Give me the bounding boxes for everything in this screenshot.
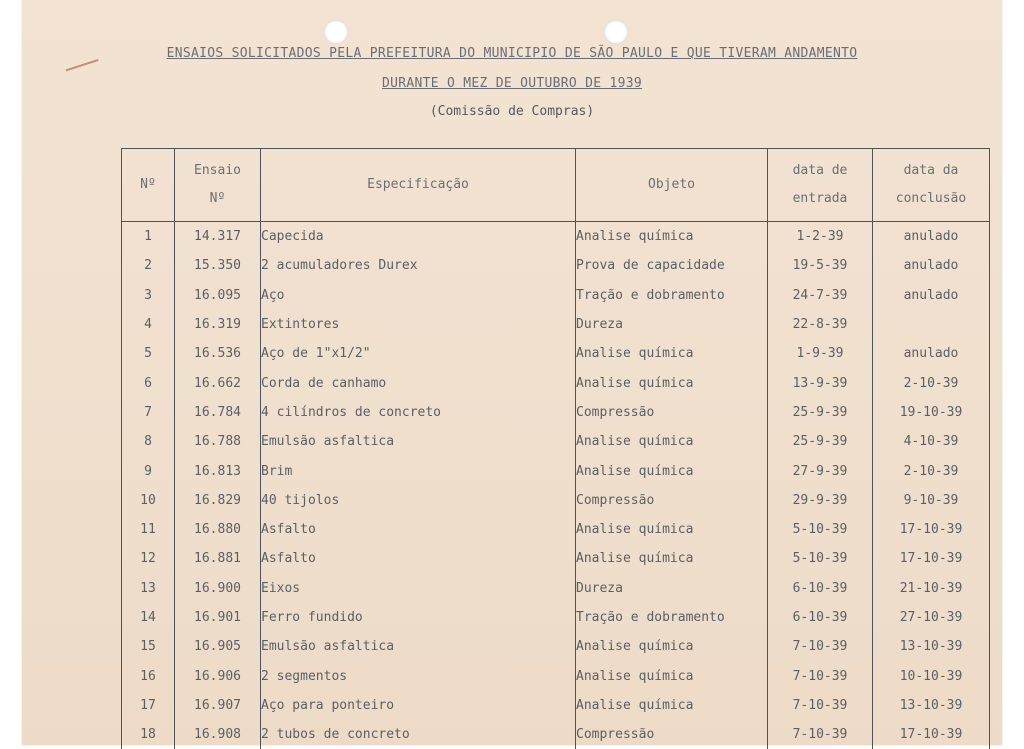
cell-data-entrada: 25-9-39	[768, 427, 873, 456]
punch-hole-right	[604, 20, 628, 44]
cell-ensaio: 16.901	[175, 603, 261, 632]
table-header-row	[122, 149, 990, 222]
pen-mark	[66, 59, 101, 77]
cell-number: 18	[122, 720, 175, 749]
table-row	[122, 368, 990, 397]
cell-data-entrada: 7-10-39	[768, 661, 873, 690]
cell-objeto: Prova de capacidade	[576, 251, 768, 280]
cell-data-entrada: 19-5-39	[768, 251, 873, 280]
cell-number: 14	[122, 603, 175, 632]
cell-ensaio: 16.881	[175, 544, 261, 573]
cell-number: 12	[122, 544, 175, 573]
table-row	[122, 544, 990, 573]
cell-especificacao: 4 cilíndros de concreto	[261, 398, 576, 427]
cell-especificacao: Ferro fundido	[261, 603, 576, 632]
col-header-ensaio: Ensaio Nº	[175, 149, 261, 222]
cell-objeto: Analise química	[576, 632, 768, 661]
cell-data-entrada: 24-7-39	[768, 281, 873, 310]
cell-number: 4	[122, 310, 175, 339]
cell-data-conclusao: 17-10-39	[873, 515, 990, 544]
cell-especificacao: Aço de 1"x1/2"	[261, 339, 576, 368]
table-row	[122, 574, 990, 603]
table-row	[122, 310, 990, 339]
cell-number: 3	[122, 281, 175, 310]
cell-data-entrada: 1-9-39	[768, 339, 873, 368]
cell-ensaio: 16.907	[175, 691, 261, 720]
cell-number: 9	[122, 456, 175, 485]
cell-ensaio: 16.880	[175, 515, 261, 544]
cell-objeto: Analise química	[576, 456, 768, 485]
table-row	[122, 486, 990, 515]
cell-ensaio: 16.900	[175, 574, 261, 603]
cell-ensaio: 15.350	[175, 251, 261, 280]
cell-especificacao: Capecida	[261, 222, 576, 252]
cell-especificacao: Emulsão asfaltica	[261, 427, 576, 456]
table-row	[122, 661, 990, 690]
table-row	[122, 456, 990, 485]
table-row	[122, 251, 990, 280]
cell-data-conclusao: 17-10-39	[873, 544, 990, 573]
col-header-especificacao: Especificação	[261, 149, 576, 222]
cell-objeto: Analise química	[576, 222, 768, 252]
cell-objeto: Analise química	[576, 368, 768, 397]
cell-especificacao: Aço para ponteiro	[261, 691, 576, 720]
table-row	[122, 515, 990, 544]
cell-objeto: Dureza	[576, 310, 768, 339]
cell-number: 15	[122, 632, 175, 661]
cell-ensaio: 16.319	[175, 310, 261, 339]
cell-data-conclusao: 10-10-39	[873, 661, 990, 690]
cell-data-entrada: 7-10-39	[768, 720, 873, 749]
punch-hole-left	[324, 20, 348, 44]
col-header-objeto: Objeto	[576, 149, 768, 222]
cell-data-conclusao: 2-10-39	[873, 368, 990, 397]
table-row	[122, 632, 990, 661]
cell-especificacao: Corda de canhamo	[261, 368, 576, 397]
cell-objeto: Analise química	[576, 427, 768, 456]
cell-ensaio: 16.906	[175, 661, 261, 690]
cell-data-entrada: 22-8-39	[768, 310, 873, 339]
cell-especificacao: Eixos	[261, 574, 576, 603]
cell-data-entrada: 6-10-39	[768, 574, 873, 603]
tests-table	[121, 148, 990, 749]
cell-data-conclusao: 2-10-39	[873, 456, 990, 485]
cell-objeto: Compressão	[576, 720, 768, 749]
cell-objeto: Analise química	[576, 339, 768, 368]
col-header-data-entrada: data de entrada	[768, 149, 873, 222]
cell-especificacao: 2 segmentos	[261, 661, 576, 690]
cell-objeto: Analise química	[576, 544, 768, 573]
cell-especificacao: 40 tijolos	[261, 486, 576, 515]
cell-data-entrada: 1-2-39	[768, 222, 873, 252]
cell-objeto: Tração e dobramento	[576, 603, 768, 632]
cell-data-entrada: 6-10-39	[768, 603, 873, 632]
cell-especificacao: 2 acumuladores Durex	[261, 251, 576, 280]
cell-objeto: Analise química	[576, 661, 768, 690]
cell-especificacao: Emulsão asfaltica	[261, 632, 576, 661]
cell-especificacao: Extintores	[261, 310, 576, 339]
cell-data-entrada: 25-9-39	[768, 398, 873, 427]
cell-data-conclusao: 13-10-39	[873, 632, 990, 661]
cell-ensaio: 16.784	[175, 398, 261, 427]
cell-number: 7	[122, 398, 175, 427]
table-row	[122, 339, 990, 368]
cell-number: 8	[122, 427, 175, 456]
cell-ensaio: 16.813	[175, 456, 261, 485]
cell-data-entrada: 5-10-39	[768, 515, 873, 544]
cell-ensaio: 16.829	[175, 486, 261, 515]
cell-objeto: Compressão	[576, 398, 768, 427]
document-subtitle: (Comissão de Compras)	[22, 104, 1002, 119]
table-body	[122, 222, 990, 749]
cell-especificacao: 2 tubos de concreto	[261, 720, 576, 749]
cell-objeto: Compressão	[576, 486, 768, 515]
cell-data-entrada: 7-10-39	[768, 691, 873, 720]
cell-data-conclusao: 17-10-39	[873, 720, 990, 749]
cell-number: 1	[122, 222, 175, 252]
cell-ensaio: 16.908	[175, 720, 261, 749]
cell-number: 10	[122, 486, 175, 515]
cell-data-entrada: 7-10-39	[768, 632, 873, 661]
cell-data-entrada: 5-10-39	[768, 544, 873, 573]
cell-ensaio: 16.536	[175, 339, 261, 368]
cell-data-conclusao: 19-10-39	[873, 398, 990, 427]
document-page	[22, 0, 1002, 745]
document-title-line-2: DURANTE O MEZ DE OUTUBRO DE 1939	[22, 76, 1002, 91]
cell-number: 16	[122, 661, 175, 690]
table-row	[122, 281, 990, 310]
cell-data-conclusao: 27-10-39	[873, 603, 990, 632]
table-row	[122, 427, 990, 456]
cell-number: 5	[122, 339, 175, 368]
table-row	[122, 222, 990, 252]
document-title-line-1: ENSAIOS SOLICITADOS PELA PREFEITURA DO MUNICIPIO DE SÃO PAULO E QUE TIVERAM ANDAMENTO	[22, 46, 1002, 61]
cell-data-conclusao: anulado	[873, 222, 990, 252]
cell-data-entrada: 13-9-39	[768, 368, 873, 397]
cell-number: 13	[122, 574, 175, 603]
cell-data-entrada: 27-9-39	[768, 456, 873, 485]
cell-objeto: Tração e dobramento	[576, 281, 768, 310]
cell-especificacao: Asfalto	[261, 515, 576, 544]
cell-data-entrada: 29-9-39	[768, 486, 873, 515]
cell-data-conclusao: 21-10-39	[873, 574, 990, 603]
cell-data-conclusao: anulado	[873, 281, 990, 310]
cell-ensaio: 16.788	[175, 427, 261, 456]
table-row	[122, 398, 990, 427]
cell-especificacao: Aço	[261, 281, 576, 310]
cell-ensaio: 14.317	[175, 222, 261, 252]
col-header-n: Nº	[122, 149, 175, 222]
cell-data-conclusao: anulado	[873, 339, 990, 368]
cell-data-conclusao: 9-10-39	[873, 486, 990, 515]
cell-ensaio: 16.095	[175, 281, 261, 310]
cell-ensaio: 16.905	[175, 632, 261, 661]
cell-especificacao: Brim	[261, 456, 576, 485]
cell-number: 2	[122, 251, 175, 280]
cell-data-conclusao: anulado	[873, 251, 990, 280]
cell-data-conclusao: 13-10-39	[873, 691, 990, 720]
table-row	[122, 691, 990, 720]
cell-especificacao: Asfalto	[261, 544, 576, 573]
cell-ensaio: 16.662	[175, 368, 261, 397]
col-header-data-conclusao: data da conclusão	[873, 149, 990, 222]
cell-objeto: Analise química	[576, 691, 768, 720]
cell-number: 11	[122, 515, 175, 544]
cell-data-conclusao: 4-10-39	[873, 427, 990, 456]
cell-objeto: Analise química	[576, 515, 768, 544]
cell-number: 17	[122, 691, 175, 720]
cell-number: 6	[122, 368, 175, 397]
cell-data-conclusao	[873, 310, 990, 339]
cell-objeto: Dureza	[576, 574, 768, 603]
table-row	[122, 603, 990, 632]
